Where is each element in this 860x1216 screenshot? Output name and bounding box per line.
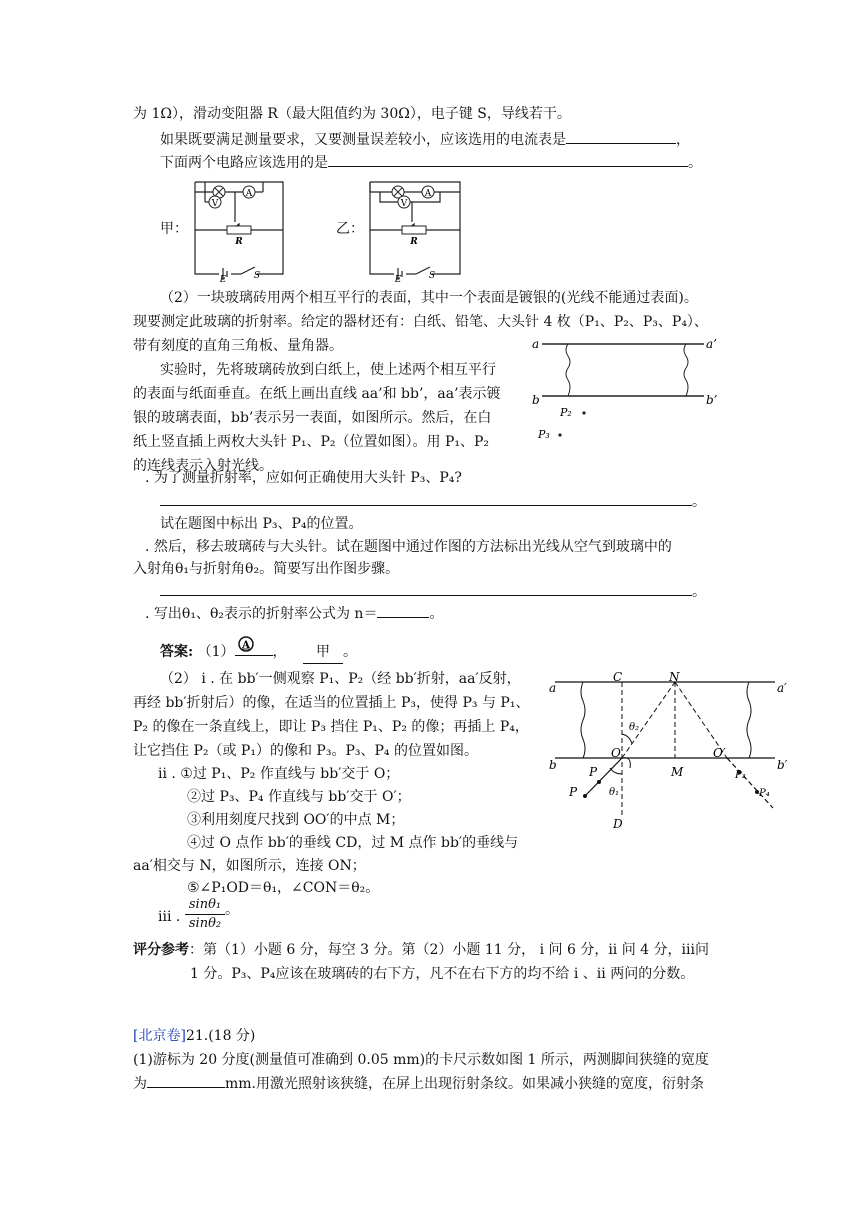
punctuation: ， <box>272 644 287 660</box>
battery-label: E <box>394 275 402 284</box>
answer-text: （2） i . 在 bb′一侧观察 P₁、P₂（经 bb′折射，aa′反射， <box>160 671 521 687</box>
text-line: 带有刻度的直角三角板、量角器。 <box>133 338 343 354</box>
label-p4: P₄ <box>759 788 770 799</box>
answer-blank <box>235 637 273 656</box>
meter-letter: A <box>241 640 250 651</box>
punctuation: 。 <box>688 155 702 171</box>
refraction-formula <box>185 896 225 933</box>
source-tag[interactable]: [北京卷] <box>133 1028 186 1044</box>
answer-blank <box>147 1073 225 1088</box>
meter-label: A <box>245 189 253 199</box>
text-line: （2）一块玻璃砖用两个相互平行的表面，其中一个表面是镀银的(光线不能通过表面)。 <box>160 290 698 306</box>
label-a: a <box>532 337 540 351</box>
text-line: 为 1Ω），滑动变阻器 R（最大阻值约为 30Ω），电子键 S，导线若干。 <box>133 106 571 122</box>
pin-p2 <box>597 780 601 784</box>
punctuation: 。 <box>692 584 706 600</box>
answer-text: aa′相交与 N，如图所示，连接 ON； <box>133 858 366 874</box>
punctuation: 。 <box>429 606 444 622</box>
question-1: . 为了测量折射率，应如何正确使用大头针 P₃、P₄? <box>145 470 462 486</box>
label-p3: P₃ <box>538 428 550 441</box>
text-line: 纸上竖直插上两枚大头针 P₁、P₂（位置如图）。用 P₁、P₂ <box>133 434 490 450</box>
answer-line <box>160 491 706 513</box>
question-text: 下面两个电路应该选用的是 <box>160 155 328 171</box>
circuit-b-label: 乙： <box>336 221 364 237</box>
scoring-line <box>133 939 709 961</box>
text-line: 现要测定此玻璃的折射率。给定的器材还有：白纸、铅笔、大头针 4 枚（P₁、P₂、P₃、P₄）、 <box>133 314 708 330</box>
answer-circuit: 甲 <box>303 641 343 664</box>
circuit-a-label: 甲： <box>160 221 188 237</box>
label-b: b <box>532 393 540 407</box>
answer-line <box>160 581 706 603</box>
scoring-text: ：第（1）小题 6 分，每空 3 分。第（2）小题 11 分， i 问 6 分，ii 问 4 分，iii问 <box>189 942 709 958</box>
answer-prefix: （1） <box>197 644 235 660</box>
ammeter-symbol-icon <box>237 635 257 653</box>
label-o: O <box>611 746 621 760</box>
question-header <box>133 1025 255 1047</box>
question-text: . 写出θ₁、θ₂表示的折射率公式为 n＝ <box>145 606 378 622</box>
label-p3: P₃ <box>735 770 746 781</box>
pin-p1 <box>583 794 587 798</box>
text-line: 的表面与纸面垂直。在纸上画出直线 aa’和 bb’，aa’表示镀 <box>133 386 501 402</box>
answer-text: ii . ①过 P₁、P₂ 作直线与 bb′交于 O； <box>158 766 400 782</box>
label-b-prime: b’ <box>706 393 718 407</box>
scoring-label: 评分参考 <box>133 942 189 958</box>
rheostat-icon <box>227 226 251 234</box>
punctuation: ， <box>676 132 690 148</box>
circuit-diagram-b <box>360 172 470 284</box>
question-number: 21.(18 分) <box>185 1028 256 1044</box>
meter-label: V <box>211 199 219 209</box>
rheostat-icon <box>402 226 426 234</box>
punctuation: 。 <box>343 644 357 660</box>
answer-text: ④过 O 点作 bb′的垂线 CD，过 M 点作 bb′的垂线与 <box>187 835 519 851</box>
question-2: . 然后，移去玻璃砖与大头针。试在题图中通过作图的方法标出光线从空气到玻璃中的 <box>145 539 672 555</box>
text-line: 入射角θ₁与折射角θ₂。简要写出作图步骤。 <box>133 561 400 577</box>
glass-block-figure <box>528 330 728 450</box>
question-text: 为 <box>133 1076 147 1092</box>
question-text: mm.用激光照射该狭缝，在屏上出现衍射条纹。如果减小狭缝的宽度，衍射条 <box>225 1076 704 1092</box>
label-a: a <box>549 681 557 695</box>
answer-text: 再经 bb′折射后）的像，在适当的位置插上 P₃，使得 P₃ 与 P₁、 <box>133 695 530 711</box>
circuit-diagram-a <box>185 172 293 284</box>
text-line: 试在题图中标出 P₃、P₄的位置。 <box>160 516 363 532</box>
text-line: 实验时，先将玻璃砖放到白纸上，使上述两个相互平行 <box>160 362 496 378</box>
question-3 <box>145 603 443 625</box>
answer-text: P₂ 的像在一条直线上，即让 P₃ 挡住 P₁、P₂ 的像；再插上 P₄， <box>133 719 529 735</box>
label-p2: P₂ <box>560 406 572 419</box>
label-c: C <box>613 670 623 684</box>
answer-text: ③利用刻度尺找到 OO′的中点 M； <box>187 812 405 828</box>
answer-text: ⑤∠P₁OD＝θ₁，∠CON＝θ₂。 <box>187 880 380 896</box>
meter-label: A <box>424 189 432 199</box>
label-b: b <box>549 758 557 772</box>
pin-p3 <box>558 433 561 436</box>
question-line <box>160 129 690 151</box>
pin-p2 <box>582 411 585 414</box>
label-p-upper: P <box>589 765 598 779</box>
label-d: D <box>613 817 623 831</box>
label-theta2: θ₂ <box>629 722 640 733</box>
label-a-prime: a’ <box>706 337 717 351</box>
punctuation: 。 <box>225 902 239 918</box>
meter-label: V <box>400 199 408 209</box>
answer-line <box>160 637 357 664</box>
answer-text: 让它挡住 P₂（或 P₁）的像和 P₃。P₃、P₄ 的位置如图。 <box>133 743 478 759</box>
punctuation: 。 <box>692 494 706 510</box>
rheostat-label: R <box>235 237 243 247</box>
question-text: 如果既要满足测量要求，又要测量误差较小，应该选用的电流表是 <box>160 132 566 148</box>
text-line: 的连线表示入射光线。 <box>133 458 273 474</box>
label-m: M <box>671 765 684 779</box>
question-line <box>160 152 702 174</box>
label-n: N <box>669 670 680 684</box>
question-line <box>133 1073 704 1095</box>
text-line: 银的玻璃表面，bb’表示另一表面，如图所示。然后，在白 <box>133 410 492 426</box>
rheostat-label: R <box>410 237 418 247</box>
answer-blank <box>160 581 692 596</box>
switch-label: S <box>253 271 261 281</box>
answer-blank <box>377 603 429 618</box>
answer-label: 答案: <box>160 644 194 660</box>
battery-label: E <box>219 275 227 284</box>
answer-blank <box>566 129 676 144</box>
answer-blank <box>328 152 688 167</box>
formula-numerator: sinθ₁ <box>185 896 225 915</box>
formula-denominator: sinθ₂ <box>188 916 222 931</box>
label-p-lower: P <box>569 785 578 799</box>
switch-label: S <box>428 271 436 281</box>
label-b-prime: b′ <box>777 758 788 772</box>
label-theta1: θ₁ <box>609 787 620 798</box>
text-line: (1)游标为 20 分度(测量值可准确到 0.05 mm)的卡尺示数如图 1 所示，两测脚间狭缝的宽度 <box>133 1052 709 1068</box>
formula-label: iii . <box>158 909 181 925</box>
answer-blank <box>160 491 692 506</box>
label-a-prime: a′ <box>777 681 787 695</box>
scoring-text: 1 分。P₃、P₄应该在玻璃砖的右下方，凡不在右下方的均不给 i 、ii 两问的分数。 <box>190 966 695 982</box>
label-o-prime: O′ <box>713 746 726 760</box>
refraction-diagram <box>545 668 795 833</box>
answer-text: ②过 P₃、P₄ 作直线与 bb′交于 O′； <box>187 789 411 805</box>
